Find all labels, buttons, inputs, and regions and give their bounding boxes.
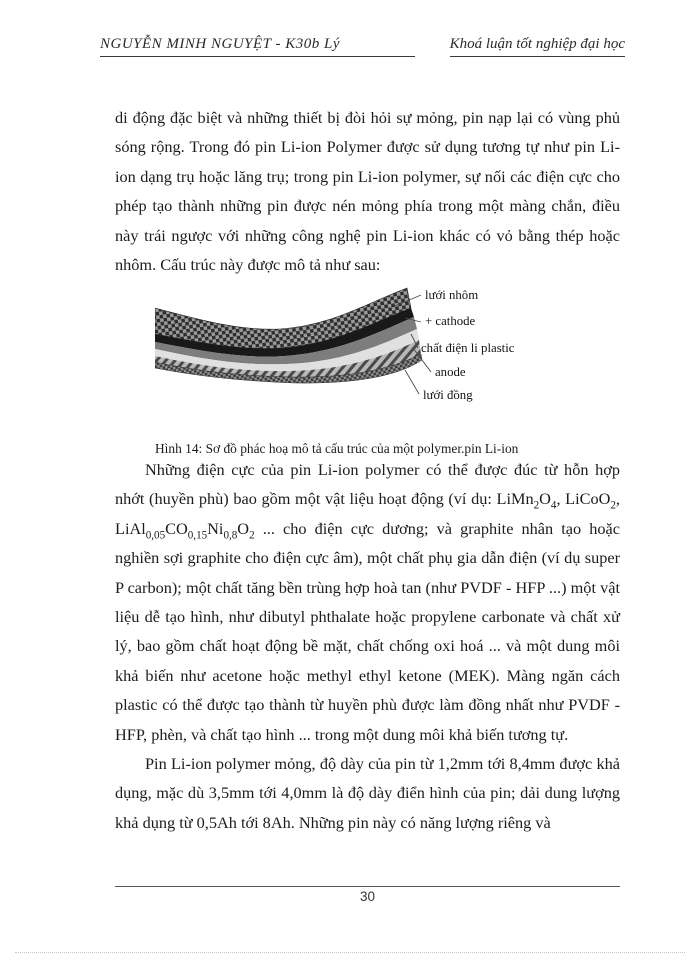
battery-layers-figure (155, 284, 555, 418)
page-header (100, 36, 625, 57)
header-author: NGUYỄN MINH NGUYỆT - K30b Lý (100, 36, 415, 57)
paragraph: Những điện cực của pin Li-ion polymer có thể được đúc từ hỗn hợp nhớt (huyền phù) bao gồm một vật liệu hoạt động (ví dụ: $LiMn_2O_4$, LiCoO$_2$, $LiAl_{0,05}CO_{0,15}Ni_{0,8}O_2$ ... cho điện cực dương; và graphite nhân tạo hoặc nghiền sợi graphite cho điện cực âm), một chất phụ gia dẫn điện (ví dụ super P carbon); một chất tăng bền trùng hợp hoà tan (như PVDF - HFP ...) một vật liệu dễ tạo hình, như dibutyl phthalate hoặc propylene carbonate và chất xử lý, bao gồm chất hoạt động bề mặt, chất chống oxi hoá ... và một dung môi khả biến như acetone hoặc methyl ethyl ketone (MEK). Màng ngăn cách plastic có thể được tạo thành từ huyền phù được làm đồng nhất như PVDF - HFP, phèn, và chất tạo hình ... trong một dung môi khả biến tương tự. (115, 460, 620, 744)
figure-caption: Hình 14: Sơ đồ phác hoạ mô tả cấu trúc của một polymer.pin Li-ion (155, 441, 519, 456)
header-thesis-title: Khoá luận tốt nghiệp đại học (450, 36, 625, 57)
figure-label-copper-grid: lưới đồng (423, 388, 473, 402)
paragraph: di động đặc biệt và những thiết bị đòi hỏi sự mỏng, pin nạp lại có vùng phủ sóng rộng. Trong đó pin Li-ion Polymer được sử dụng tương tự như pin Li-ion dạng trụ hoặc lăng trụ; trong pin Li-ion polymer, sự nối các điện cực cho phép tạo thành những pin được nén mỏng phía trong một màng chắn, điều này trái ngược với những công nghệ pin Li-ion khác có vỏ bằng thép hoặc nhôm. Cấu trúc này được mô tả như sau: (115, 108, 620, 275)
figure-label-anode: anode (435, 365, 466, 379)
footer-divider (115, 886, 620, 887)
scan-edge-artifact (15, 952, 685, 953)
figure-label-plastic-electrolyte: chất điện li plastic (421, 341, 515, 355)
figure-label-cathode: + cathode (425, 314, 476, 328)
page-number: 30 (359, 889, 376, 904)
figure-label-aluminum-grid: lưới nhôm (425, 288, 479, 302)
paragraph: Pin Li-ion polymer mỏng, độ dày của pin từ 1,2mm tới 8,4mm được khả dụng, mặc dù 3,5mm tới 4,0mm là độ dày điển hình của pin; dải dung lượng khả dụng từ 0,5Ah tới 8Ah. Những pin này có năng lượng riêng và (115, 754, 620, 832)
body-text-bottom (115, 455, 620, 837)
body-text-top (115, 103, 620, 279)
